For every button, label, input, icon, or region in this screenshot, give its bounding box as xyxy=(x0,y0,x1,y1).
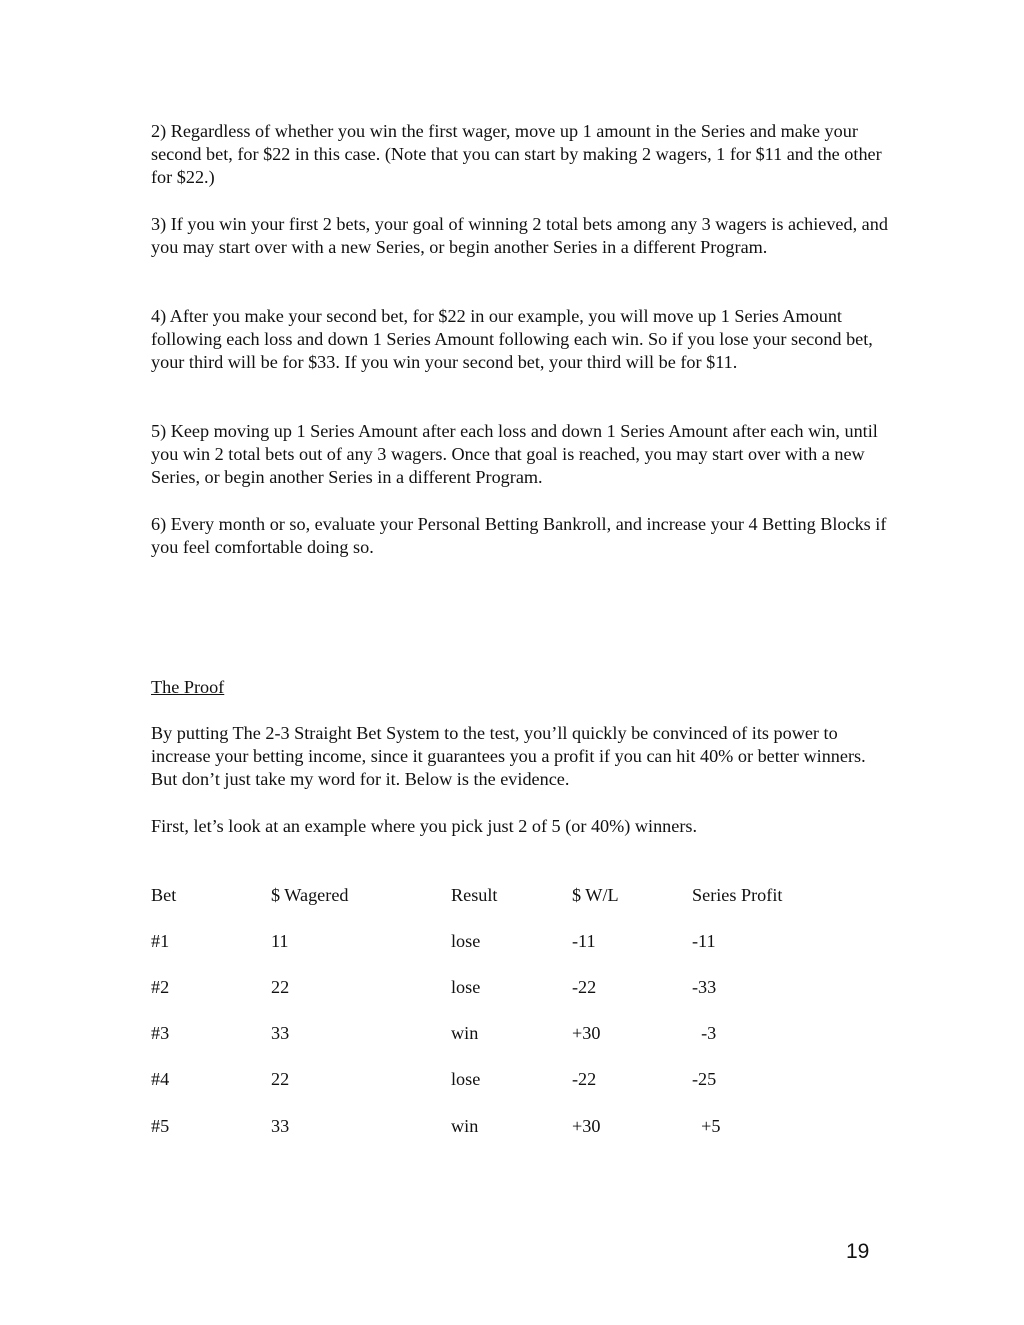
cell-wagered: 22 xyxy=(271,977,290,997)
cell-wagered: 33 xyxy=(271,1116,290,1136)
header-result: Result xyxy=(451,885,498,905)
cell-series-profit: +5 xyxy=(692,1116,721,1136)
cell-result: lose xyxy=(451,1069,481,1089)
page-number: 19 xyxy=(846,1240,870,1263)
cell-win-loss: -22 xyxy=(572,1069,597,1089)
header-wagered: $ Wagered xyxy=(271,885,349,905)
cell-series-profit: -25 xyxy=(692,1069,717,1089)
cell-series-profit: -33 xyxy=(692,977,717,997)
table-row xyxy=(0,976,1024,999)
header-series-profit: Series Profit xyxy=(692,885,783,905)
table-row xyxy=(0,930,1024,953)
cell-bet: #5 xyxy=(151,1116,170,1136)
paragraph-step-4: 4) After you make your second bet, for $22 in our example, you will move up 1 Series Amount following each loss and down 1 Series Amount following each win. So if you lose your second bet, your third will be for $33. If you win your second bet, your third will be for $11. xyxy=(151,306,873,372)
section-heading-the-proof: The Proof xyxy=(151,677,225,697)
cell-bet: #2 xyxy=(151,977,170,997)
cell-bet: #4 xyxy=(151,1069,170,1089)
cell-wagered: 22 xyxy=(271,1069,290,1089)
paragraph-proof-example: First, let’s look at an example where you pick just 2 of 5 (or 40%) winners. xyxy=(151,816,698,836)
cell-bet: #3 xyxy=(151,1023,170,1043)
paragraph-step-3: 3) If you win your first 2 bets, your goal of winning 2 total bets among any 3 wagers is achieved, and you may start over with a new Series, or begin another Series in a different Program. xyxy=(151,214,888,257)
cell-win-loss: +30 xyxy=(572,1023,601,1043)
paragraph-proof-intro: By putting The 2-3 Straight Bet System to the test, you’ll quickly be convinced of its power to increase your betting income, since it guarantees you a profit if you can hit 40% or better winners. But don’t just take my word for it. Below is the evidence. xyxy=(151,723,866,789)
header-win-loss: $ W/L xyxy=(572,885,619,905)
table-header-row xyxy=(0,884,1024,907)
cell-win-loss: +30 xyxy=(572,1116,601,1136)
paragraph-step-2: 2) Regardless of whether you win the first wager, move up 1 amount in the Series and make your second bet, for $22 in this case. (Note that you can start by making 2 wagers, 1 for $11 and the other for $22.) xyxy=(151,121,882,187)
cell-win-loss: -22 xyxy=(572,977,597,997)
cell-wagered: 33 xyxy=(271,1023,290,1043)
cell-series-profit: -3 xyxy=(692,1023,717,1043)
header-bet: Bet xyxy=(151,885,177,905)
cell-bet: #1 xyxy=(151,931,170,951)
paragraph-step-6: 6) Every month or so, evaluate your Personal Betting Bankroll, and increase your 4 Betting Blocks if you feel comfortable doing so. xyxy=(151,514,887,557)
cell-result: win xyxy=(451,1023,479,1043)
table-row xyxy=(0,1068,1024,1091)
cell-wagered: 11 xyxy=(271,931,289,951)
table-row xyxy=(0,1115,1024,1138)
cell-result: lose xyxy=(451,931,481,951)
table-row xyxy=(0,1022,1024,1045)
cell-result: win xyxy=(451,1116,479,1136)
paragraph-step-5: 5) Keep moving up 1 Series Amount after each loss and down 1 Series Amount after each win, until you win 2 total bets out of any 3 wagers. Once that goal is reached, you may start over with a new Series, or begin another Series in a different Program. xyxy=(151,421,878,487)
cell-win-loss: -11 xyxy=(572,931,596,951)
cell-series-profit: -11 xyxy=(692,931,716,951)
cell-result: lose xyxy=(451,977,481,997)
